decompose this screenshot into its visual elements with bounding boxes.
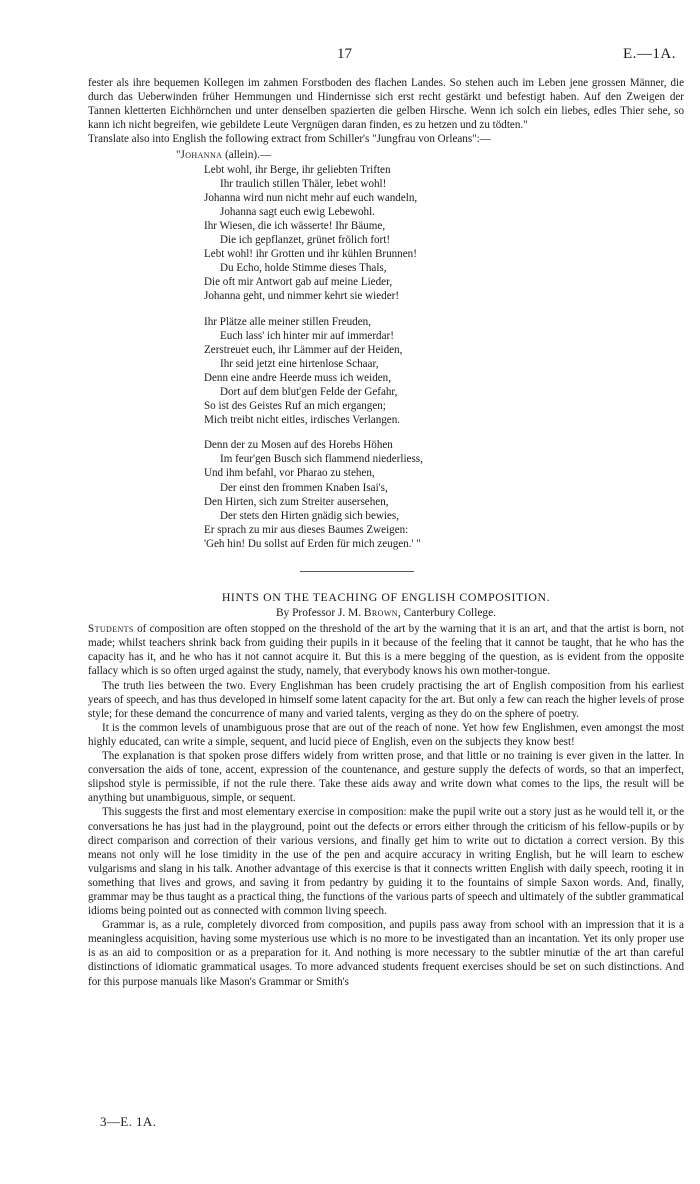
article-paragraph: Grammar is, as a rule, completely divorced from composition, and pupils pass away from school with an impression that it is a meaningless acquisition, having some mysterious use which is no more to be investigated than an incantation. Yet its only proper use is as an aid to composition or as a preparation for it. And nothing is more necessary to the subtler minutiæ of the art than careful distinctions of idiomatic grammatical usages. To more advanced students frequent exercises should be set on such distinctions. And for this purpose manuals like Mason's Grammar or Smith's [88, 919, 684, 988]
poem-line: Den Hirten, sich zum Streiter ausersehen, [204, 495, 389, 508]
page-footer-signature: 3—E. 1A. [100, 1114, 157, 1129]
article-title: HINTS ON THE TEACHING OF ENGLISH COMPOSITION. [221, 590, 551, 604]
poem-line: Denn der zu Mosen auf des Horebs Höhen [204, 439, 393, 452]
poem-line: Lebt wohl, ihr Berge, ihr geliebten Triften [204, 163, 391, 176]
article-paragraph: The truth lies between the two. Every Englishman has been crudely practising the art of English composition from his earliest years of speech, and has thus developed in himself some latent capacity for the art. But only a few can reach the higher levels of prose style; for these demand the concurrence of many and varied talents, verging as they do on the sphere of poetry. [88, 679, 684, 720]
page-header [0, 46, 700, 66]
poem-line: Johanna wird nun nicht mehr auf euch wandeln, [204, 191, 418, 204]
article-first-word: Students [88, 623, 134, 636]
poem-line: Und ihm befahl, vor Pharao zu stehen, [204, 467, 375, 480]
poem-line: Lebt wohl! ihr Grotten und ihr kühlen Brunnen! [204, 248, 417, 261]
speaker-heading: "Johanna (allein).— [176, 149, 271, 162]
poem-extract [204, 163, 684, 551]
poem-stanza [204, 163, 684, 304]
poem-line: Ihr Wiesen, die ich wässerte! Ihr Bäume, [204, 219, 386, 232]
poem-line: Dort auf dem blut'gen Felde der Gefahr, [220, 385, 398, 398]
poem-stanza [204, 438, 684, 551]
poem-line: Im feur'gen Busch sich flammend niederliess, [220, 453, 423, 466]
article-byline: By Professor J. M. Brown, Canterbury College. [275, 607, 497, 620]
poem-line: Die ich gepflanzet, grünet frölich fort! [220, 234, 391, 247]
article-paragraph: The explanation is that spoken prose differs widely from written prose, and that little or no training is ever given in the latter. In conversation the aids of tone, accent, expression of the countenance, and gesture supply the defects of words, so that an imperfect, slipshod style is permissible, if not the rule there. Take these aids away and write down what comes to the lips, the result will be anything but unambiguous, simple, or sequent. [88, 750, 684, 805]
poem-line: Der stets den Hirten gnädig sich bewies, [220, 509, 399, 522]
poem-line: Zerstreuet euch, ihr Lämmer auf der Heiden, [204, 343, 403, 356]
page-number: 17 [337, 46, 352, 62]
poem-line: Euch lass' ich hinter mir auf immerdar! [220, 329, 394, 342]
poem-line: Ihr traulich stillen Thäler, lebet wohl! [220, 177, 387, 190]
poem-line: Die oft mir Antwort gab auf meine Lieder, [204, 276, 393, 289]
article-paragraph: It is the common levels of unambiguous prose that are out of the reach of none. Yet how few Englishmen, even amongst the most highly educated, can write a simple, sequent, and lucid piece of English, even on the subjects they know best! [88, 721, 684, 748]
article-body [88, 622, 684, 988]
translation-instruction: Translate also into English the following extract from Schiller's "Jungfrau von Orleans":— [88, 133, 491, 146]
poem-line: Ihr Plätze alle meiner stillen Freuden, [204, 315, 371, 328]
poem-line: So ist des Geistes Ruf an mich ergangen; [204, 400, 386, 413]
poem-line: Denn eine andre Heerde muss ich weiden, [204, 371, 391, 384]
poem-line: Johanna sagt euch ewig Lebewohl. [220, 205, 375, 218]
section-divider [300, 571, 414, 572]
poem-line: Du Echo, holde Stimme dieses Thals, [220, 262, 387, 275]
poem-line: Johanna geht, und nimmer kehrt sie wieder! [204, 290, 400, 303]
document-reference: E.—1A. [623, 46, 676, 62]
poem-line: Mich treibt nicht eitles, irdisches Verlangen. [204, 414, 401, 427]
poem-line: 'Geh hin! Du sollst auf Erden für mich zeugen.' " [204, 537, 421, 550]
poem-line: Ihr seid jetzt eine hirtenlose Schaar, [220, 357, 379, 370]
article-paragraph: Students of composition are often stopped on the threshold of the art by the warning that it is an art, and that the artist is born, not made; whilst teachers shrink back from guiding their pupils in it because of the feeling that it cannot be taught, that he who has the capacity has it, and he who has it not cannot acquire it. But this is a mere begging of the question, as is evident from the opposite fallacy which is so often urged against the study, namely, that everybody knows his own mother-tongue. [88, 623, 684, 678]
poem-line: Der einst den frommen Knaben Isai's, [220, 481, 388, 494]
poem-line: Er sprach zu mir aus dieses Baumes Zweigen: [204, 523, 409, 536]
author-surname: Brown [363, 607, 398, 620]
poem-stanza [204, 315, 684, 428]
page-body [88, 76, 684, 989]
article-paragraph: This suggests the first and most elementary exercise in composition: make the pupil write out a story just as he would tell it, or the conversations he has just had in the playground, point out the defects or errors either through the criticism of his fellow-pupils or by direct comparison and correction of their various versions, and finally get him to write out to dictation a correct version. By this means not only will he lose timidity in the use of the pen and acquire accuracy in writing English, but he will learn to eschew vulgarisms and slang in his talk. Another advantage of this exercise is that it connects written English with daily speech, rooting it in something that lives and grows, and saving it from pedantry by guiding it to the fountains of simple Saxon words. And, finally, grammar may be thus taught as a practical thing, the functions of the various parts of speech and ultimately of the subtler grammatical idioms being pointed out as connected with common living speech. [88, 806, 684, 918]
speaker-name: Johanna [180, 149, 223, 162]
german-prose-paragraph: fester als ihre bequemen Kollegen im zahmen Forstboden des flachen Landes. So stehen auch im Leben jene grossen Männer, die durch das Ueberwinden früher Hemmungen und Hindernisse sich erst recht gestärkt und befestigt haben. Auf den Zweigen der Tannen kletterten Eichhörnchen und unter denselben spazierten die gelben Hirsche. Wenn ich solch ein liebes, edles Thier sehe, so kann ich nicht begreifen, wie gebildete Leute Vergnügen daran finden, es zu hetzen und zu tödten." [88, 77, 684, 132]
